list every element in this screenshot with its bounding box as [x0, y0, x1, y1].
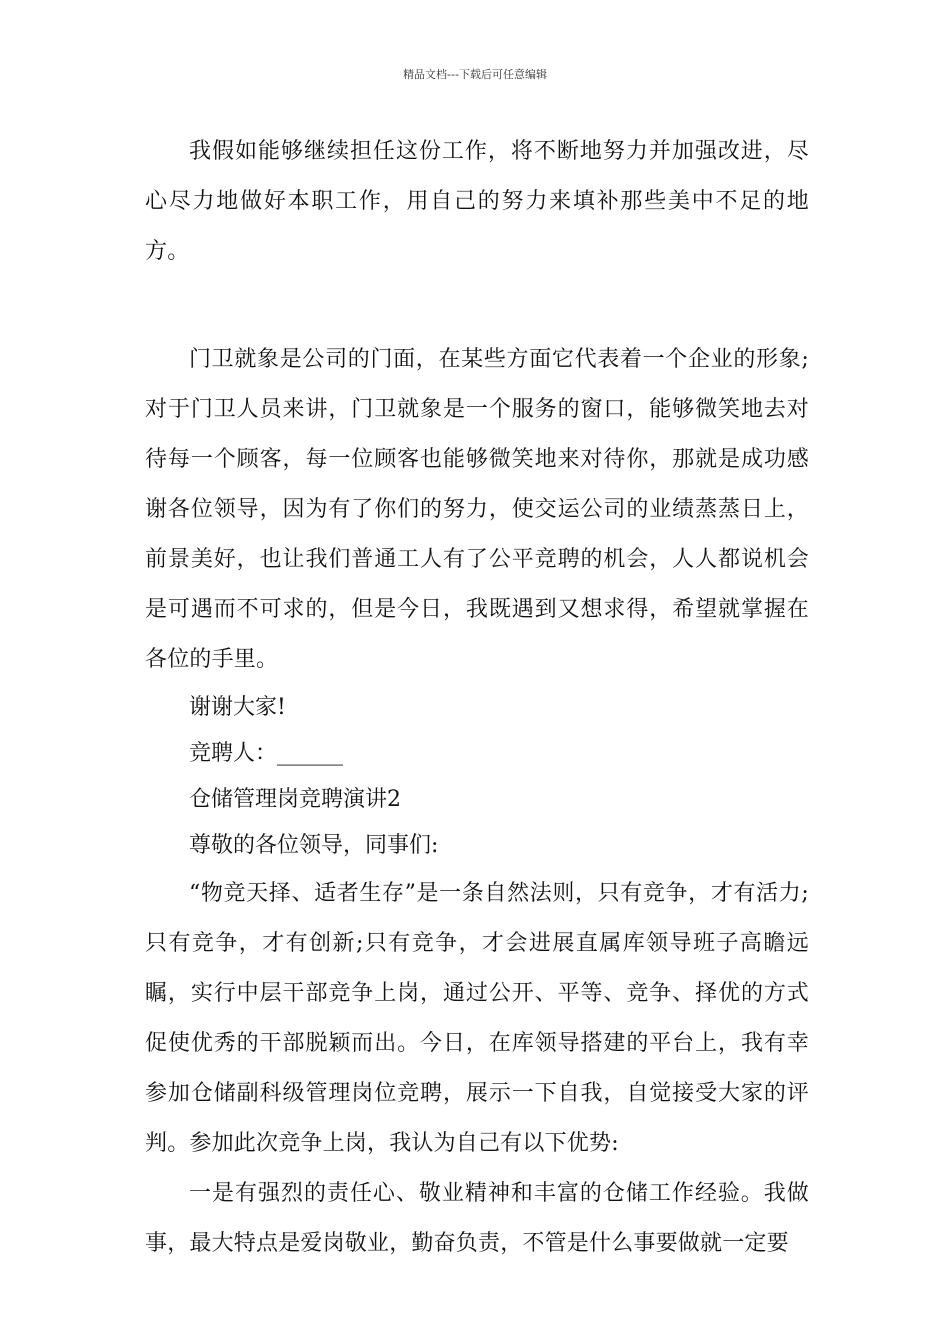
paragraph-gatekeeper: 门卫就象是公司的门面，在某些方面它代表着一个企业的形象;对于门卫人员来讲，门卫就象是一个服务的窗口，能够微笑地去对待每一个顾客，每一位顾客也能够微笑地来对待你，那就是成功感谢各位领导，因为有了你们的努力，使交运公司的业绩蒸蒸日上，前景美好，也让我们普通工人有了公平竞聘的机会，人人都说机会是可遇而不可求的，但是今日，我既遇到又想求得，希望就掌握在各位的手里。: [145, 347, 809, 672]
candidate-blank: ______: [277, 741, 344, 766]
candidate-label: 竞聘人：: [189, 741, 278, 766]
thanks-line: 谢谢大家!: [189, 695, 286, 720]
greeting-line: 尊敬的各位领导，同事们:: [189, 833, 439, 858]
paragraph-advantage-one: 一是有强烈的责任心、敬业精神和丰富的仓储工作经验。我做事，最大特点是爱岗敬业，勤奋负责，不管是什么事要做就一定要: [145, 1181, 809, 1256]
paragraph-continue-work: 我假如能够继续担任这份工作，将不断地努力并加强改进，尽心尽力地做好本职工作，用自己的努力来填补那些美中不足的地方。: [145, 139, 809, 264]
section-title: 仓储管理岗竞聘演讲2: [189, 787, 401, 812]
paragraph-gap: [145, 277, 809, 335]
candidate-line: [145, 731, 809, 777]
paragraph-competition: “物竞天择、适者生存”是一条自然法则，只有竞争，才有活力;只有竞争，才有创新;只有竞争，才会进展直属库领导班子高瞻远瞩，实行中层干部竞争上岗，通过公开、平等、竞争、择优的方式促使优秀的干部脱颖而出。今日，在库领导搭建的平台上，我有幸参加仓储副科级管理岗位竞聘，展示一下自我，自觉接受大家的评判。参加此次竞争上岗，我认为自己有以下优势:: [145, 881, 809, 1156]
page-header: 精品文档---下载后可任意编辑: [403, 68, 547, 81]
document-body: [145, 127, 809, 1269]
